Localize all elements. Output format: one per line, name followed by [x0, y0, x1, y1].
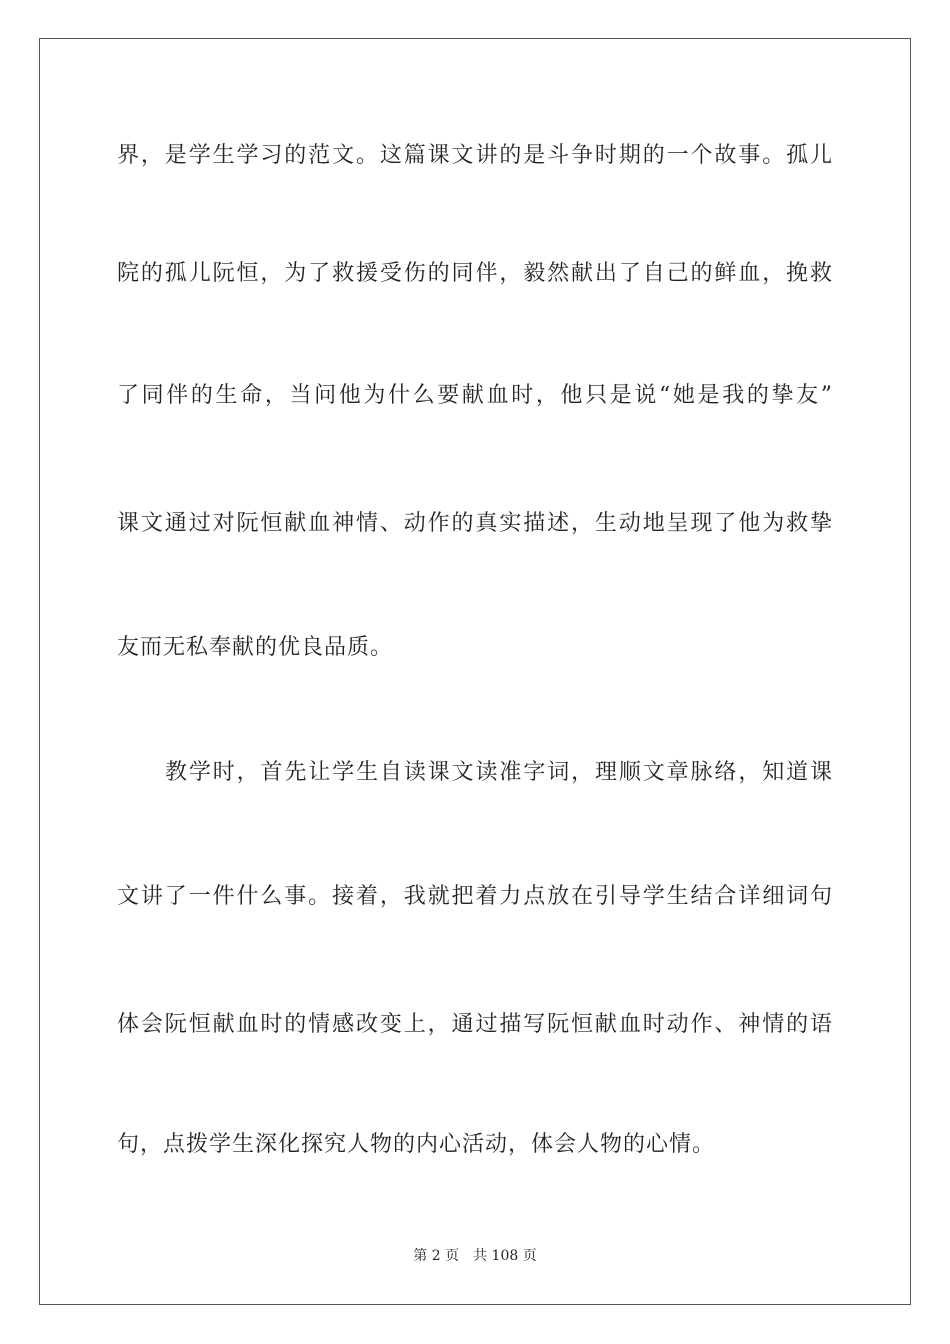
- paragraph-line: 友而无私奉献的优良品质。: [117, 635, 394, 660]
- paragraph-line: 了同伴的生命，当问他为什么要献血时，他只是说“她是我的挚友”: [117, 383, 833, 408]
- paragraph-line: 文讲了一件什么事。接着，我就把着力点放在引导学生结合详细词句: [117, 884, 833, 909]
- paragraph-line: 课文通过对阮恒献血神情、动作的真实描述，生动地呈现了他为救挚: [117, 511, 833, 536]
- paragraph-line: 界，是学生学习的范文。这篇课文讲的是斗争时期的一个故事。孤儿: [117, 143, 833, 168]
- page-number: 第 2 页: [413, 1248, 460, 1264]
- paragraph-line: 教学时，首先让学生自读课文读准字词，理顺文章脉络，知道课: [165, 760, 833, 785]
- page-total: 共 108 页: [473, 1248, 537, 1264]
- paragraph-line: 院的孤儿阮恒，为了救援受伤的同伴，毅然献出了自己的鲜血，挽救: [117, 261, 833, 286]
- paragraph-line: 句，点拨学生深化探究人物的内心活动，体会人物的心情。: [117, 1132, 716, 1157]
- paragraph-line: 体会阮恒献血时的情感改变上，通过描写阮恒献血时动作、神情的语: [117, 1012, 833, 1037]
- page-frame: [39, 38, 911, 1305]
- page-footer: [0, 1247, 950, 1265]
